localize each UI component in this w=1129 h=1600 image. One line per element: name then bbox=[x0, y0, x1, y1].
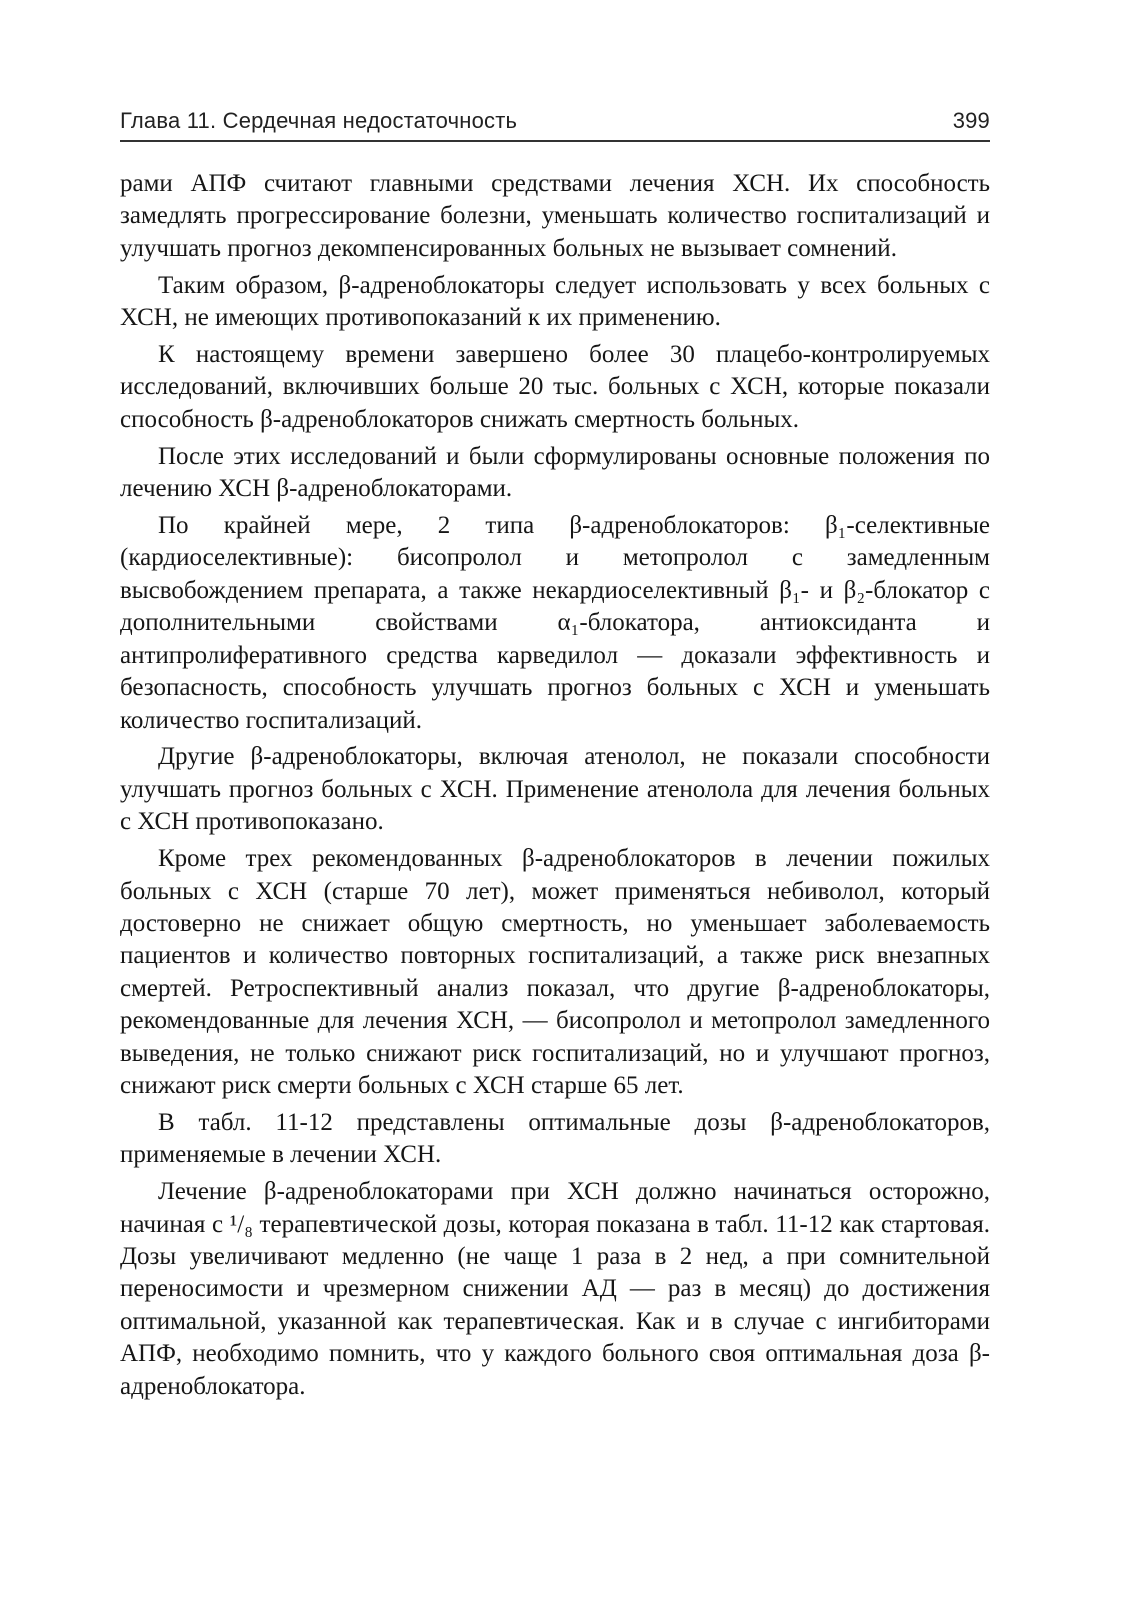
paragraph-8: В табл. 11-12 представлены оптимальные дозы β-адреноблокаторов, применяемые в лечении ХСН. bbox=[120, 1108, 990, 1169]
body-text bbox=[120, 168, 990, 1403]
paragraph-1: рами АПФ считают главными средствами лечения ХСН. Их способность замедлять прогрессирование болезни, уменьшать количество госпитализаций и улучшать прогноз декомпенсированных больных не вызывает сомнений. bbox=[120, 170, 990, 262]
paragraph-7: Кроме трех рекомендованных β-адреноблокаторов в лечении пожилых больных с ХСН (старше 70 лет), может применяться небиволол, который достоверно не снижает общую смертность, но уменьшает заболеваемость пациентов и количество повторных госпитализаций, а также риск внезапных смертей. Ретроспективный анализ показал, что другие β-адреноблокаторы, рекомендованные для лечения ХСН, — бисопролол и метопролол замедленного выведения, не только снижают риск госпитализаций, но и улучшают прогноз, снижают риск смерти больных с ХСН старше 65 лет. bbox=[120, 845, 990, 1099]
page bbox=[120, 106, 990, 1408]
paragraph-2: Таким образом, β-адреноблокаторы следует использовать у всех больных с ХСН, не имеющих противопоказаний к их применению. bbox=[120, 271, 990, 332]
paragraph-9: Лечение β-адреноблокаторами при ХСН должно начинаться осторожно, начиная с ¹/₈ терапевтической дозы, которая показана в табл. 11-12 как стартовая. Дозы увеличивают медленно (не чаще 1 раза в 2 нед, а при сомнительной переносимости и чрезмерном снижении АД — раз в месяц) до достижения оптимальной, указанной как терапевтическая. Как и в случае с ингибиторами АПФ, необходимо помнить, что у каждого больного своя оптимальная доза β-адреноблокатора. bbox=[120, 1178, 990, 1400]
chapter-title: Глава 11. Сердечная недостаточность bbox=[120, 108, 518, 133]
paragraph-6: Другие β-адреноблокаторы, включая атенолол, не показали способности улучшать прогноз больных с ХСН. Применение атенолола для лечения больных с ХСН противопоказано. bbox=[120, 743, 990, 836]
paragraph-3: К настоящему времени завершено более 30 плацебо-контролируемых исследований, включивших больше 20 тыс. больных с ХСН, которые показали способность β-адреноблокаторов снижать смертность больных. bbox=[120, 341, 990, 433]
paragraph-5: По крайней мере, 2 типа β-адреноблокаторов: β₁-селективные (кардиоселективные): бисопролол и метопролол с замедленным высвобождением препарата, а также некардиоселективный β₁- и β₂-блокатор с дополнительными свойствами α₁-блокатора, антиоксиданта и антипролиферативного средства карведилол — доказали эффективность и безопасность, способность улучшать прогноз больных с ХСН и уменьшать количество госпитализаций. bbox=[120, 512, 990, 734]
page-number: 399 bbox=[952, 108, 990, 133]
paragraph-4: После этих исследований и были сформулированы основные положения по лечению ХСН β-адреноблокаторами. bbox=[120, 442, 990, 503]
running-head bbox=[120, 106, 990, 142]
